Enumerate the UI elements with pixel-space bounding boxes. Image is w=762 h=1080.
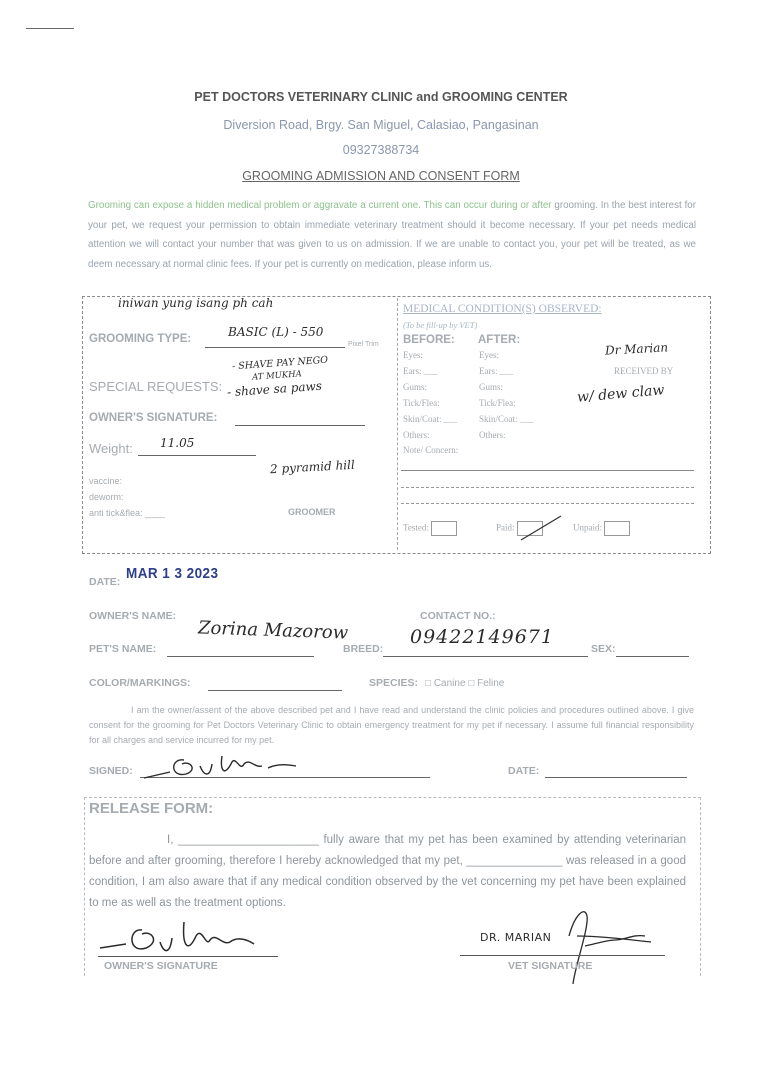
owner-signature-2 <box>98 918 268 958</box>
color-line <box>208 690 342 691</box>
medical-title: MEDICAL CONDITION(S) OBSERVED: <box>403 303 602 315</box>
before-skin: Skin/Coat: ___ <box>403 414 458 424</box>
before-others: Others: <box>403 430 430 440</box>
release-text: I, ______________________ fully aware that my pet has been examined by attending veterinarian before and after grooming, therefore I hereby acknowledged that my pet, _______________ was released in a good condition, I am also aware that if any medical condition observed by the vet concerning my pet have been explained to me as well as the treatment options. <box>89 834 686 909</box>
unpaid-label <box>573 521 630 536</box>
tested-text: Tested: <box>403 522 429 533</box>
handwritten-note-top: iniwan yung isang ph cah <box>118 296 274 310</box>
before-gums: Gums: <box>403 382 428 392</box>
antitick-label: anti tick&flea: ____ <box>89 508 166 518</box>
grooming-type-line <box>205 347 345 348</box>
owner-signature-line <box>235 425 365 426</box>
vet-sig-line <box>460 955 665 956</box>
owner-name-value: Zorina Mazorow <box>197 617 349 644</box>
paid-check-mark <box>516 514 566 544</box>
medical-subtitle: (To be fill-up by VET) <box>403 320 478 330</box>
clinic-name: PET DOCTORS VETERINARY CLINIC and GROOMING CENTER <box>194 90 568 104</box>
owner-name-label: OWNER'S NAME: <box>89 610 177 622</box>
dew-claw-note: w/ dew claw <box>576 382 666 406</box>
note-line-2 <box>401 487 694 488</box>
owner-sig-line <box>98 956 278 957</box>
clinic-phone: 09327388734 <box>342 143 420 157</box>
consent-date-line <box>545 777 687 778</box>
after-eyes: Eyes: <box>479 350 499 360</box>
special-request-1: - SHAVE PAY NEGO <box>231 354 329 373</box>
sex-line <box>616 656 689 657</box>
pyramid-note: 2 pyramid hill <box>269 457 356 477</box>
before-list <box>403 350 457 446</box>
breed-label: BREED: <box>343 643 384 655</box>
after-list <box>479 350 533 446</box>
deworm-label: deworm: <box>89 492 124 502</box>
special-request-3: - shave sa paws <box>226 378 323 400</box>
contact-label: CONTACT NO.: <box>420 610 496 622</box>
pet-name-label: PET'S NAME: <box>89 643 157 655</box>
note-concern-label: Note/ Concern: <box>403 445 459 455</box>
note-line-3 <box>401 503 694 504</box>
groomer-label: GROOMER <box>288 507 336 517</box>
after-label: AFTER: <box>478 334 521 346</box>
grooming-type-note: Pixel Trim <box>348 341 379 348</box>
date-stamp: MAR 1 3 2023 <box>126 565 219 582</box>
color-label: COLOR/MARKINGS: <box>89 677 191 689</box>
before-ears: Ears: ___ <box>403 366 438 376</box>
after-gums: Gums: <box>479 382 504 392</box>
before-eyes: Eyes: <box>403 350 423 360</box>
weight-label: Weight: <box>89 441 133 456</box>
pet-name-line <box>167 656 314 657</box>
weight-line <box>138 455 256 456</box>
special-requests-label: SPECIAL REQUESTS: <box>89 379 223 394</box>
grooming-type-value: BASIC (L) - 550 <box>228 325 324 339</box>
release-title: RELEASE FORM: <box>89 800 214 817</box>
intro-paragraph <box>88 196 696 274</box>
vet-signature-scribble <box>555 906 665 986</box>
special-request-2: AT MUKHA <box>251 369 303 383</box>
intro-text: grooming. In the best interest for your pet, we request your permission to obtain immediate veterinary treatment should it become necessary. If your pet needs medical attention we will contact your number that was given to us on admission. If we are unable to contact you, your pet will be treated, as we deem necessary at normal clinic fees. If your pet is currently on medication, please inform us. <box>88 200 696 270</box>
signed-label: SIGNED: <box>89 765 133 777</box>
after-tickflea: Tick/Flea: <box>479 398 516 408</box>
unpaid-checkbox[interactable] <box>604 521 630 536</box>
clinic-address: Diversion Road, Brgy. San Miguel, Calasiao, Pangasinan <box>223 118 539 132</box>
owner-sig-label: OWNER'S SIGNATURE <box>104 960 218 972</box>
vaccine-label: vaccine: <box>89 476 123 486</box>
vet-handwritten: Dr Marian <box>604 340 669 358</box>
after-ears: Ears: ___ <box>479 366 514 376</box>
unpaid-text: Unpaid: <box>573 522 602 533</box>
species-options: □ Canine □ Feline <box>425 678 505 689</box>
form-title: GROOMING ADMISSION AND CONSENT FORM <box>242 169 520 183</box>
tested-checkbox[interactable] <box>431 521 457 536</box>
received-by-label: RECEIVED BY <box>614 366 674 376</box>
consent-date-label: DATE: <box>508 765 540 777</box>
consent-text: I am the owner/assent of the above described pet and I have read and understand the clinic policies and procedures outlined above. I give consent for the grooming for Pet Doctors Veterinary Clinic to obtain emergency treatment for my pet if necessary. I assume full financial responsibility for all charges and service incurred for my pet. <box>89 705 694 745</box>
intro-highlight: Grooming can expose a hidden medical problem or aggravate a current one. This can occur during or after <box>88 200 552 211</box>
owner-signature-1 <box>140 752 310 782</box>
date-label: DATE: <box>89 576 121 588</box>
owner-signature-label: OWNER'S SIGNATURE: <box>89 412 218 424</box>
paid-text: Paid: <box>496 522 515 533</box>
tested-label <box>403 521 457 536</box>
before-tickflea: Tick/Flea: <box>403 398 440 408</box>
vet-signature-name: DR. MARIAN <box>480 931 552 944</box>
after-skin: Skin/Coat: ___ <box>479 414 534 424</box>
species-label: SPECIES: <box>369 677 419 689</box>
sex-label: SEX: <box>591 643 616 655</box>
vet-sig-label: VET SIGNATURE <box>508 960 593 972</box>
contact-value: 09422149671 <box>410 626 554 648</box>
scan-mark <box>26 28 74 29</box>
note-line-1 <box>401 470 694 471</box>
grooming-type-label: GROOMING TYPE: <box>89 333 192 345</box>
breed-line <box>383 656 588 657</box>
after-others: Others: <box>479 430 506 440</box>
box-divider <box>397 298 398 550</box>
weight-value: 11.05 <box>160 436 195 450</box>
before-label: BEFORE: <box>403 334 455 346</box>
